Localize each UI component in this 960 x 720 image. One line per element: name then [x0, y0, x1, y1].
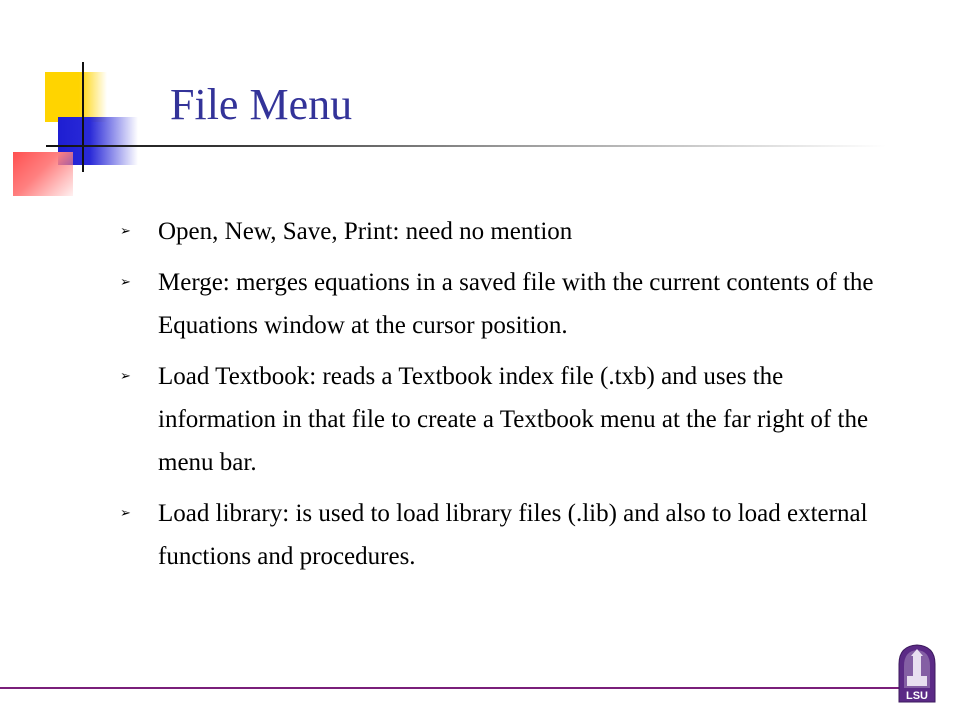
bullet-list: [120, 210, 880, 586]
bullet-text: Load Textbook: reads a Textbook index file (.txb) and uses the information in that file to create a Textbook menu at the far right of the menu bar.: [158, 363, 869, 476]
bullet-text: Load library: is used to load library files (.lib) and also to load external functions and procedures.: [158, 500, 868, 570]
logo-text: LSU: [906, 690, 928, 702]
title-underline: [46, 145, 886, 147]
bullet-item: [120, 210, 880, 253]
arrowhead-bullet-icon: ➢: [120, 369, 131, 384]
lsu-logo: [895, 642, 939, 704]
arrowhead-bullet-icon: ➢: [120, 506, 131, 521]
bullet-item: [120, 261, 880, 347]
bullet-item: [120, 492, 880, 578]
decorative-vertical-line: [82, 62, 84, 172]
bullet-item: [120, 355, 880, 484]
footer-line: [0, 687, 905, 689]
arrowhead-bullet-icon: ➢: [120, 224, 131, 239]
slide-title: File Menu: [170, 80, 353, 129]
arrowhead-bullet-icon: ➢: [120, 275, 131, 290]
decorative-red-square: [13, 152, 73, 196]
bullet-text: Open, New, Save, Print: need no mention: [158, 218, 573, 245]
decorative-yellow-square: [45, 72, 107, 122]
bullet-text: Merge: merges equations in a saved file with the current contents of the Equations window at the cursor position.: [158, 269, 874, 339]
